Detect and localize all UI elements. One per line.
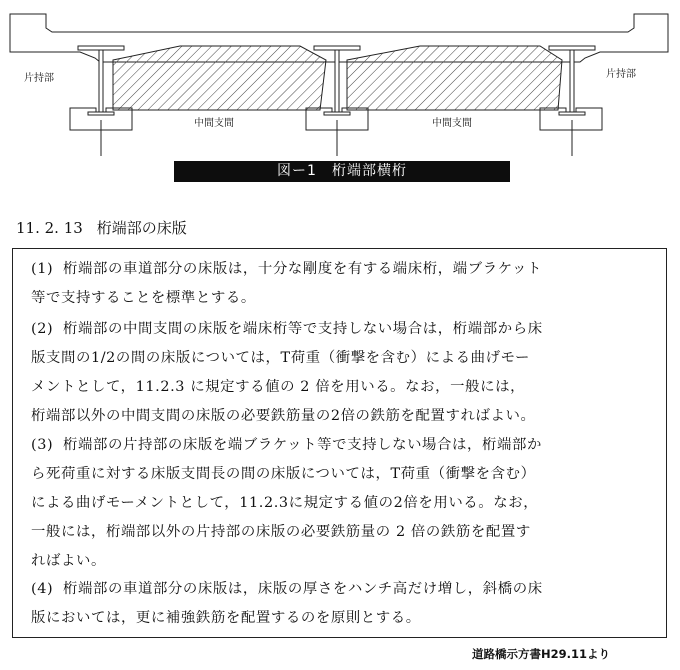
- provision-number: (2): [31, 321, 54, 337]
- end-cross-beam-left: [113, 46, 326, 110]
- label-cantilever-left: 片持部: [24, 73, 54, 84]
- provision-number: (4): [31, 581, 54, 597]
- section-heading: [16, 217, 187, 238]
- provision-line: 一般には，桁端部以外の片持部の床版の必要鉄筋量の 2 倍の鉄筋を配置す: [31, 524, 531, 540]
- provision-line: による曲げモーメントとして，11.2.3に規定する値の2倍を用いる。なお，: [31, 495, 539, 511]
- section-title: 桁端部の床版: [96, 219, 187, 237]
- provision-3: [31, 431, 655, 576]
- label-middle-span-1: 中間支間: [194, 118, 234, 129]
- provision-line: 桁端部以外の中間支間の床版の必要鉄筋量の2倍の鉄筋を配置すればよい。: [31, 408, 536, 424]
- cross-section-diagram: [0, 0, 680, 160]
- provision-1: [31, 255, 655, 313]
- section-number: 11. 2. 13: [16, 219, 83, 237]
- provision-line: 版においては，更に補強鉄筋を配置するのを原則とする。: [31, 610, 421, 626]
- provision-line: ら死荷重に対する床版支間長の間の床版については，T荷重（衝撃を含む）: [31, 466, 536, 482]
- provision-line: 版支間の1/2の間の床版については，T荷重（衝撃を含む）による曲げモー: [31, 350, 531, 366]
- source-note: 道路橋示方書H29.11より: [472, 647, 610, 661]
- provision-4: [31, 575, 655, 633]
- provision-2: [31, 315, 655, 431]
- provision-line: メントとして，11.2.3 に規定する値の 2 倍を用いる。なお，一般には，: [31, 379, 526, 395]
- provision-line: 桁端部の車道部分の床版は，十分な剛度を有する端床桁，端ブラケット: [63, 261, 542, 277]
- provision-number: (3): [31, 437, 54, 453]
- provision-line: 桁端部の車道部分の床版は，床版の厚さをハンチ高だけ増し，斜橋の床: [63, 581, 543, 597]
- provision-number: (1): [31, 261, 54, 277]
- provision-line: 桁端部の片持部の床版を端ブラケット等で支持しない場合は，桁端部か: [63, 437, 542, 453]
- provision-line: ればよい。: [31, 553, 106, 569]
- provisions-box: [12, 248, 667, 638]
- end-cross-beam-right: [347, 46, 562, 110]
- label-cantilever-right: 片持部: [606, 69, 636, 80]
- provision-line: 等で支持することを標準とする。: [31, 290, 256, 306]
- provision-line: 桁端部の中間支間の床版を端床桁等で支持しない場合は，桁端部から床: [63, 321, 543, 337]
- figure-caption: 図ー1 桁端部横桁: [174, 161, 510, 182]
- label-middle-span-2: 中間支間: [432, 118, 472, 129]
